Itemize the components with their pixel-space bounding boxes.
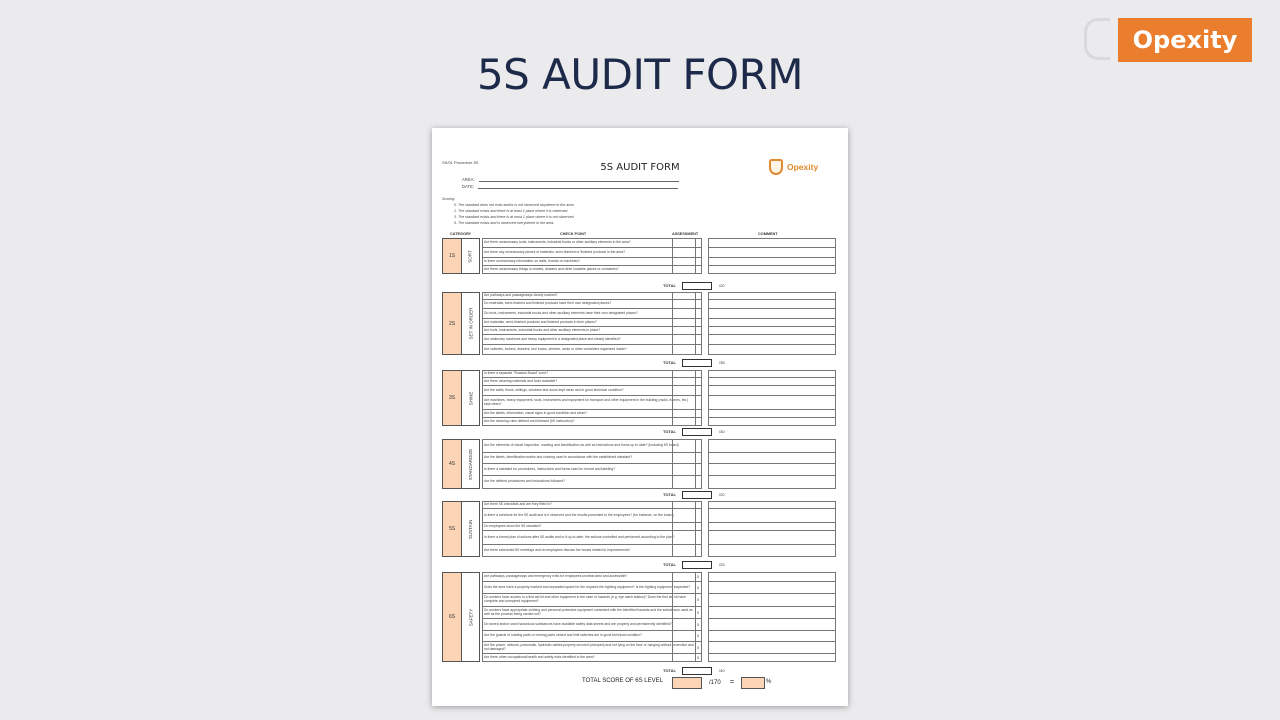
check-point-row: Are materials, semi-finished products and finished products in their places? bbox=[482, 319, 696, 327]
assessment-cell[interactable] bbox=[672, 464, 702, 476]
check-point-row: Are there unnecessary things in closets, drawers and other lockable places or containers? bbox=[482, 266, 696, 274]
check-point-row: Are the elements of visual inspection, marking and identification as well as instructions and forms up to date? (including 5S board) bbox=[482, 439, 696, 453]
assessment-cell[interactable] bbox=[672, 501, 702, 509]
total-label: TOTAL bbox=[663, 668, 676, 673]
section-4s bbox=[442, 439, 836, 489]
area-field[interactable] bbox=[462, 177, 679, 182]
assessment-cell[interactable]: 5 bbox=[672, 582, 702, 594]
category-name: SHINE bbox=[467, 391, 473, 405]
check-point-row: Does the area have a properly marked and separated space for the required fire-fighting equipment? Is fire-fighting equipment inspected? bbox=[482, 582, 696, 594]
comment-cell[interactable] bbox=[708, 572, 836, 582]
comment-cell[interactable] bbox=[708, 418, 836, 426]
check-point-row: Do stored and/or used hazardous substances have available safety data sheets and are properly and permanently identified? bbox=[482, 619, 696, 631]
check-point-row: Are cabinets, lockers, drawers, tool trucks, shelves, racks or other containers organized inside? bbox=[482, 345, 696, 355]
comment-cell[interactable] bbox=[708, 258, 836, 266]
assessment-column bbox=[672, 292, 702, 355]
assessment-cell[interactable]: 5 bbox=[672, 642, 702, 654]
comment-cell[interactable] bbox=[708, 386, 836, 396]
scoring-label: Scoring: bbox=[442, 197, 456, 201]
comment-cell[interactable] bbox=[708, 619, 836, 631]
assessment-column bbox=[672, 501, 702, 557]
scoring-item: 0. The standard does not exist and/or is not observed anywhere in the area. bbox=[454, 203, 575, 207]
check-point-row: Are the guards of rotating parts or moving parts closed and limit switches are in good technical condition? bbox=[482, 631, 696, 642]
assessment-cell[interactable] bbox=[672, 309, 702, 319]
comment-cell[interactable] bbox=[708, 319, 836, 327]
check-point-row: Are pathways and passageways clearly marked? bbox=[482, 292, 696, 300]
comment-cell[interactable] bbox=[708, 642, 836, 654]
slide-title: 5S AUDIT FORM bbox=[476, 50, 804, 99]
check-point-row: Are the power, network, pneumatic, hydraulic cables properly secured (clamped) and not lying on the floor or hanging without protection and not damaged? bbox=[482, 642, 696, 654]
comment-cell[interactable] bbox=[708, 531, 836, 545]
comment-cell[interactable] bbox=[708, 396, 836, 410]
category-name: SUSTAIN bbox=[468, 519, 474, 539]
category-code: 2S bbox=[442, 292, 462, 355]
comment-cell[interactable] bbox=[708, 370, 836, 378]
section-1s bbox=[442, 238, 836, 274]
assessment-column bbox=[672, 370, 702, 426]
assessment-cell[interactable] bbox=[672, 345, 702, 355]
check-point-row: Do workers have access to a first aid kit and other equipment in the case of hazards (e.g. eye wash station)? Does the first aid kit have complete and unexpired equipment? bbox=[482, 594, 696, 607]
procedure-ref: SS/01 Procedure 5S bbox=[442, 160, 479, 165]
check-point-row: Is there a schedule for the 5S audit and is it observed and the results presented to the employees? (for instance, on the board) bbox=[482, 509, 696, 523]
grand-percent-box[interactable] bbox=[741, 677, 765, 689]
total-max: /30 bbox=[719, 429, 725, 434]
header-comment: COMMENT bbox=[758, 232, 778, 236]
assessment-cell[interactable] bbox=[672, 238, 702, 248]
brand-shield-icon bbox=[1084, 18, 1110, 60]
check-point-row: Are there any unnecessary pieces of materials, semi-finished or finished products in the area? bbox=[482, 248, 696, 258]
date-label: DATE: bbox=[462, 184, 475, 189]
check-point-row: Are the cleaning rules defined and followed (5S instruction)? bbox=[482, 418, 696, 426]
assessment-cell[interactable] bbox=[672, 300, 702, 309]
total-label: TOTAL bbox=[663, 283, 676, 288]
section-total-row bbox=[442, 561, 836, 569]
category-code: 3S bbox=[442, 370, 462, 426]
total-box[interactable] bbox=[682, 282, 712, 290]
assessment-column bbox=[672, 238, 702, 274]
check-point-row: Is there a formal plan of actions after 5S audits and is it up-to-date, the actions controlled and performed according to the plan? bbox=[482, 531, 696, 545]
comment-cell[interactable] bbox=[708, 523, 836, 531]
grand-total-box[interactable] bbox=[672, 677, 702, 689]
scoring-legend bbox=[442, 196, 742, 226]
comment-column bbox=[708, 501, 836, 557]
comment-column bbox=[708, 439, 836, 489]
total-label: TOTAL bbox=[663, 562, 676, 567]
date-field[interactable] bbox=[462, 184, 678, 189]
total-label: TOTAL bbox=[663, 360, 676, 365]
category-code: 1S bbox=[442, 238, 462, 274]
category-name-cell bbox=[462, 370, 480, 426]
check-points bbox=[482, 572, 696, 662]
comment-cell[interactable] bbox=[708, 631, 836, 642]
comment-column bbox=[708, 238, 836, 274]
comment-cell[interactable] bbox=[708, 545, 836, 557]
audit-form-sheet bbox=[432, 128, 848, 706]
header-category: CATEGORY bbox=[450, 232, 472, 236]
comment-cell[interactable] bbox=[708, 607, 836, 619]
section-total-row bbox=[442, 667, 836, 675]
check-points bbox=[482, 439, 696, 489]
assessment-cell[interactable] bbox=[672, 327, 702, 335]
comment-cell[interactable] bbox=[708, 509, 836, 523]
total-max: /35 bbox=[719, 360, 725, 365]
assessment-cell[interactable] bbox=[672, 335, 702, 345]
check-points bbox=[482, 370, 696, 426]
comment-cell[interactable] bbox=[708, 501, 836, 509]
comment-cell[interactable] bbox=[708, 582, 836, 594]
category-name-cell bbox=[462, 501, 480, 557]
assessment-cell[interactable] bbox=[672, 370, 702, 378]
category-name: SAFETY bbox=[468, 608, 474, 626]
total-box[interactable] bbox=[682, 667, 712, 675]
total-label: TOTAL bbox=[663, 492, 676, 497]
logo-shield-icon bbox=[769, 159, 783, 175]
form-logo bbox=[769, 158, 831, 176]
assessment-cell[interactable] bbox=[672, 439, 702, 453]
total-max: /25 bbox=[719, 562, 725, 567]
check-point-row: Do employees know the 5S standard? bbox=[482, 523, 696, 531]
check-point-row: Are there scheduled 5S meetings and do employees discuss the issues related to improvements? bbox=[482, 545, 696, 557]
brand-logo: Opexity bbox=[1118, 18, 1252, 62]
check-point-row: Are there unnecessary tools, instruments, industrial trucks or other auxiliary elements in the area? bbox=[482, 238, 696, 248]
grand-total-max: /170 bbox=[709, 680, 721, 686]
date-line bbox=[478, 184, 678, 189]
assessment-cell[interactable] bbox=[672, 410, 702, 418]
scoring-item: 1. The standard exists and there is at least 1 place where it is observed. bbox=[454, 209, 569, 213]
assessment-cell[interactable] bbox=[672, 258, 702, 266]
assessment-cell[interactable] bbox=[672, 476, 702, 489]
category-name-cell bbox=[462, 238, 480, 274]
comment-cell[interactable] bbox=[708, 654, 836, 662]
category-code: 5S bbox=[442, 501, 462, 557]
comment-cell[interactable] bbox=[708, 410, 836, 418]
assessment-cell[interactable] bbox=[672, 378, 702, 386]
comment-cell[interactable] bbox=[708, 345, 836, 355]
assessment-column bbox=[672, 439, 702, 489]
form-title: 5S AUDIT FORM bbox=[600, 162, 680, 173]
equals-sign: = bbox=[730, 679, 735, 686]
section-6s bbox=[442, 572, 836, 662]
comment-cell[interactable] bbox=[708, 439, 836, 453]
check-point-row: Are there other occupational health and safety risks identified in the area? bbox=[482, 654, 696, 662]
comment-cell[interactable] bbox=[708, 309, 836, 319]
section-5s bbox=[442, 501, 836, 557]
category-name: SORT bbox=[467, 249, 473, 263]
check-point-row: Are machines, heavy equipment, tools, instruments and equipment for transport and other equipment in the building (racks, frames, etc.) kept clean? bbox=[482, 396, 696, 410]
assessment-cell[interactable] bbox=[672, 453, 702, 464]
check-point-row: Are stationary machines and heavy equipment in a designated place and clearly identified? bbox=[482, 335, 696, 345]
scoring-item: 3. The standard exists and there is at most 1 place where it is not observed. bbox=[454, 215, 575, 219]
comment-cell[interactable] bbox=[708, 335, 836, 345]
assessment-cell[interactable] bbox=[672, 418, 702, 426]
section-3s bbox=[442, 370, 836, 426]
section-2s bbox=[442, 292, 836, 355]
category-name: SET IN ORDER bbox=[468, 307, 474, 340]
assessment-cell[interactable]: 5 bbox=[672, 654, 702, 662]
area-line bbox=[479, 177, 679, 182]
check-point-row: Is there a separate "Shadow Board" zone? bbox=[482, 370, 696, 378]
check-points bbox=[482, 292, 696, 355]
total-box[interactable] bbox=[682, 359, 712, 367]
comment-cell[interactable] bbox=[708, 248, 836, 258]
total-label: TOTAL bbox=[663, 429, 676, 434]
total-box[interactable] bbox=[682, 561, 712, 569]
assessment-cell[interactable]: 5 bbox=[672, 594, 702, 607]
header-assessment: ASSESSMENT bbox=[672, 232, 699, 236]
scoring-item: 5. The standard exists and is observed everywhere in the area. bbox=[454, 221, 555, 225]
check-point-row: Do tools, instruments, industrial trucks and other auxiliary elements have their own designated places? bbox=[482, 309, 696, 319]
comment-cell[interactable] bbox=[708, 464, 836, 476]
comment-cell[interactable] bbox=[708, 266, 836, 274]
form-logo-text: Opexity bbox=[787, 162, 819, 172]
comment-cell[interactable] bbox=[708, 453, 836, 464]
comment-cell[interactable] bbox=[708, 238, 836, 248]
grand-total-label: TOTAL SCORE OF 6S LEVEL bbox=[582, 678, 663, 684]
assessment-cell[interactable]: 5 bbox=[672, 631, 702, 642]
comment-cell[interactable] bbox=[708, 594, 836, 607]
assessment-cell[interactable] bbox=[672, 545, 702, 557]
check-point-row: Are tools, instruments, industrial trucks and other auxiliary elements in place? bbox=[482, 327, 696, 335]
comment-cell[interactable] bbox=[708, 327, 836, 335]
section-total-row bbox=[442, 491, 836, 499]
comment-column bbox=[708, 292, 836, 355]
assessment-cell[interactable] bbox=[672, 386, 702, 396]
total-max: /20 bbox=[719, 492, 725, 497]
section-total-row bbox=[442, 428, 836, 436]
category-code: 4S bbox=[442, 439, 462, 489]
assessment-cell[interactable] bbox=[672, 523, 702, 531]
check-point-row: Are the defined procedures and instructions followed? bbox=[482, 476, 696, 489]
comment-cell[interactable] bbox=[708, 300, 836, 309]
comment-column bbox=[708, 572, 836, 662]
check-point-row: Are pathways, passageways and emergency exits for employees unobstructed and accessible? bbox=[482, 572, 696, 582]
assessment-cell[interactable] bbox=[672, 292, 702, 300]
assessment-cell[interactable] bbox=[672, 396, 702, 410]
check-point-row: Do materials, semi-finished and finished products have their own designated places? bbox=[482, 300, 696, 309]
comment-cell[interactable] bbox=[708, 378, 836, 386]
section-total-row bbox=[442, 282, 836, 290]
check-point-row: Are the labels, identification marks and coloring used in accordance with the established standard? bbox=[482, 453, 696, 464]
total-max: /20 bbox=[719, 283, 725, 288]
comment-cell[interactable] bbox=[708, 476, 836, 489]
check-point-row: Is there unnecessary information on walls, boards or machines? bbox=[482, 258, 696, 266]
header-check-point: CHECK POINT bbox=[560, 232, 587, 236]
percent-sign: % bbox=[766, 679, 772, 685]
check-point-row: Are the labels, information, visual signs in good condition and clean? bbox=[482, 410, 696, 418]
check-point-row: Is there a standard for procedures, instructions and forms used for format and labeling? bbox=[482, 464, 696, 476]
comment-column bbox=[708, 370, 836, 426]
assessment-cell[interactable] bbox=[672, 248, 702, 258]
total-box[interactable] bbox=[682, 491, 712, 499]
assessment-cell[interactable]: 5 bbox=[672, 607, 702, 619]
check-point-row: Are there cleaning materials and tools available? bbox=[482, 378, 696, 386]
comment-cell[interactable] bbox=[708, 292, 836, 300]
category-name-cell bbox=[462, 292, 480, 355]
check-point-row: Are there 5S checklists and are they filled in? bbox=[482, 501, 696, 509]
assessment-cell[interactable] bbox=[672, 319, 702, 327]
check-point-row: Are the walls, floors, ceilings, windows and doors kept clean and in good technical condition? bbox=[482, 386, 696, 396]
assessment-column bbox=[672, 572, 702, 662]
category-name-cell bbox=[462, 439, 480, 489]
assessment-cell[interactable] bbox=[672, 509, 702, 523]
category-name: STANDARDIZE bbox=[468, 448, 474, 480]
total-max: /40 bbox=[719, 668, 725, 673]
assessment-cell[interactable] bbox=[672, 531, 702, 545]
check-points bbox=[482, 501, 696, 557]
assessment-cell[interactable] bbox=[672, 266, 702, 274]
total-box[interactable] bbox=[682, 428, 712, 436]
assessment-cell[interactable]: 5 bbox=[672, 619, 702, 631]
assessment-cell[interactable]: 5 bbox=[672, 572, 702, 582]
check-point-row: Do workers have appropriate clothing and personal protective equipment consistent with the identified hazards and the substances used as well as the process being carried out? bbox=[482, 607, 696, 619]
check-points bbox=[482, 238, 696, 274]
category-code: 6S bbox=[442, 572, 462, 662]
area-label: AREA: bbox=[462, 177, 475, 182]
category-name-cell bbox=[462, 572, 480, 662]
section-total-row bbox=[442, 359, 836, 367]
